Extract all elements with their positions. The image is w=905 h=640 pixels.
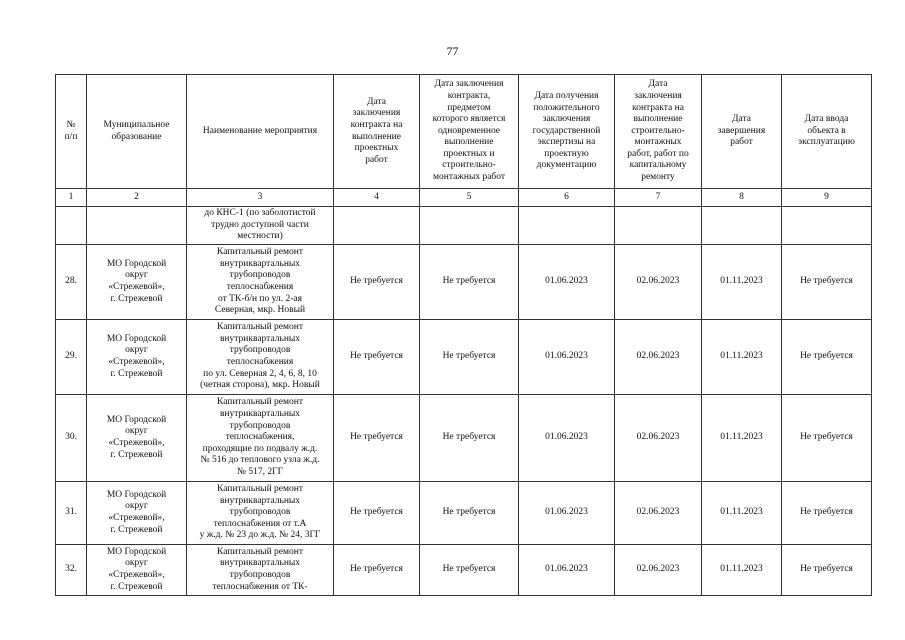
cell-completion-date: 01.11.2023 bbox=[702, 482, 782, 545]
cell-completion-date: 01.11.2023 bbox=[702, 320, 782, 395]
table-row bbox=[56, 395, 872, 482]
column-number: 8 bbox=[702, 189, 782, 207]
column-number: 5 bbox=[420, 189, 519, 207]
cell-design-contract: Не требуется bbox=[334, 395, 420, 482]
cell-combined-contract: Не требуется bbox=[420, 482, 519, 545]
cell-expertise-date: 01.06.2023 bbox=[519, 320, 615, 395]
cell-event-name: Капитальный ремонт внутриквартальных трубопроводов теплоснабжения от ТК-б/н по ул. 2-ая Северная, мкр. Новый bbox=[187, 245, 334, 320]
cell-combined-contract bbox=[420, 207, 519, 245]
cell-commissioning: Не требуется bbox=[782, 545, 872, 596]
cell-municipality: МО Городской округ «Стрежевой», г. Стрежевой bbox=[87, 245, 187, 320]
header-construction-contract: Дата заключения контракта на выполнение строительно- монтажных работ, работ по капитальному ремонту bbox=[615, 75, 702, 189]
cell-combined-contract: Не требуется bbox=[420, 245, 519, 320]
cell-completion-date bbox=[702, 207, 782, 245]
page-number: 77 bbox=[446, 44, 459, 58]
cell-construction-contract: 02.06.2023 bbox=[615, 395, 702, 482]
cell-combined-contract: Не требуется bbox=[420, 545, 519, 596]
header-event-name: Наименование мероприятия bbox=[187, 75, 334, 189]
cell-combined-contract: Не требуется bbox=[420, 320, 519, 395]
header-num: № п/п bbox=[56, 75, 87, 189]
cell-municipality: МО Городской округ «Стрежевой», г. Стрежевой bbox=[87, 545, 187, 596]
column-number: 4 bbox=[334, 189, 420, 207]
cell-event-name: Капитальный ремонт внутриквартальных трубопроводов теплоснабжения от ТК- bbox=[187, 545, 334, 596]
cell-commissioning: Не требуется bbox=[782, 320, 872, 395]
cell-design-contract bbox=[334, 207, 420, 245]
header-commissioning: Дата ввода объекта в эксплуатацию bbox=[782, 75, 872, 189]
cell-event-name: до КНС-1 (по заболотистой трудно доступной части местности) bbox=[187, 207, 334, 245]
header-municipality: Муниципальное образование bbox=[87, 75, 187, 189]
header-design-contract: Дата заключения контракта на выполнение проектных работ bbox=[334, 75, 420, 189]
table-row bbox=[56, 545, 872, 596]
table-row bbox=[56, 320, 872, 395]
cell-completion-date: 01.11.2023 bbox=[702, 395, 782, 482]
cell-municipality: МО Городской округ «Стрежевой», г. Стрежевой bbox=[87, 482, 187, 545]
cell-event-name: Капитальный ремонт внутриквартальных трубопроводов теплоснабжения от т.А у ж.д. № 23 до ж.д. № 24, 3ГГ bbox=[187, 482, 334, 545]
cell-municipality: МО Городской округ «Стрежевой», г. Стрежевой bbox=[87, 395, 187, 482]
cell-design-contract: Не требуется bbox=[334, 545, 420, 596]
cell-construction-contract: 02.06.2023 bbox=[615, 320, 702, 395]
cell-num: 28. bbox=[56, 245, 87, 320]
cell-expertise-date: 01.06.2023 bbox=[519, 482, 615, 545]
column-number: 2 bbox=[87, 189, 187, 207]
cell-construction-contract: 02.06.2023 bbox=[615, 545, 702, 596]
cell-expertise-date bbox=[519, 207, 615, 245]
column-number: 3 bbox=[187, 189, 334, 207]
cell-num: 32. bbox=[56, 545, 87, 596]
cell-commissioning: Не требуется bbox=[782, 395, 872, 482]
table-row bbox=[56, 482, 872, 545]
cell-completion-date: 01.11.2023 bbox=[702, 245, 782, 320]
cell-construction-contract: 02.06.2023 bbox=[615, 482, 702, 545]
table-row-continuation bbox=[56, 207, 872, 245]
column-number: 9 bbox=[782, 189, 872, 207]
cell-construction-contract bbox=[615, 207, 702, 245]
cell-num: 31. bbox=[56, 482, 87, 545]
cell-commissioning: Не требуется bbox=[782, 482, 872, 545]
column-number: 6 bbox=[519, 189, 615, 207]
cell-expertise-date: 01.06.2023 bbox=[519, 395, 615, 482]
cell-num: 30. bbox=[56, 395, 87, 482]
cell-commissioning bbox=[782, 207, 872, 245]
header-expertise-date: Дата получения положительного заключения государственной экспертизы на проектную документацию bbox=[519, 75, 615, 189]
cell-num bbox=[56, 207, 87, 245]
cell-municipality: МО Городской округ «Стрежевой», г. Стрежевой bbox=[87, 320, 187, 395]
cell-municipality bbox=[87, 207, 187, 245]
cell-design-contract: Не требуется bbox=[334, 320, 420, 395]
column-number: 7 bbox=[615, 189, 702, 207]
cell-event-name: Капитальный ремонт внутриквартальных трубопроводов теплоснабжения по ул. Северная 2, 4, 6, 8, 10 (четная сторона), мкр. Новый bbox=[187, 320, 334, 395]
header-completion-date: Дата завершения работ bbox=[702, 75, 782, 189]
table-header-row bbox=[56, 75, 872, 189]
table-row bbox=[56, 245, 872, 320]
cell-commissioning: Не требуется bbox=[782, 245, 872, 320]
cell-construction-contract: 02.06.2023 bbox=[615, 245, 702, 320]
cell-expertise-date: 01.06.2023 bbox=[519, 245, 615, 320]
cell-event-name: Капитальный ремонт внутриквартальных трубопроводов теплоснабжения, проходящие по подвалу ж.д. № 516 до теплового узла ж.д. № 517, 2ГГ bbox=[187, 395, 334, 482]
header-combined-contract: Дата заключения контракта, предметом которого является одновременное выполнение проектных и строительно- монтажных работ bbox=[420, 75, 519, 189]
cell-design-contract: Не требуется bbox=[334, 245, 420, 320]
cell-num: 29. bbox=[56, 320, 87, 395]
cell-design-contract: Не требуется bbox=[334, 482, 420, 545]
column-number: 1 bbox=[56, 189, 87, 207]
schedule-table bbox=[55, 74, 872, 596]
cell-completion-date: 01.11.2023 bbox=[702, 545, 782, 596]
cell-combined-contract: Не требуется bbox=[420, 395, 519, 482]
cell-expertise-date: 01.06.2023 bbox=[519, 545, 615, 596]
column-number-row bbox=[56, 189, 872, 207]
